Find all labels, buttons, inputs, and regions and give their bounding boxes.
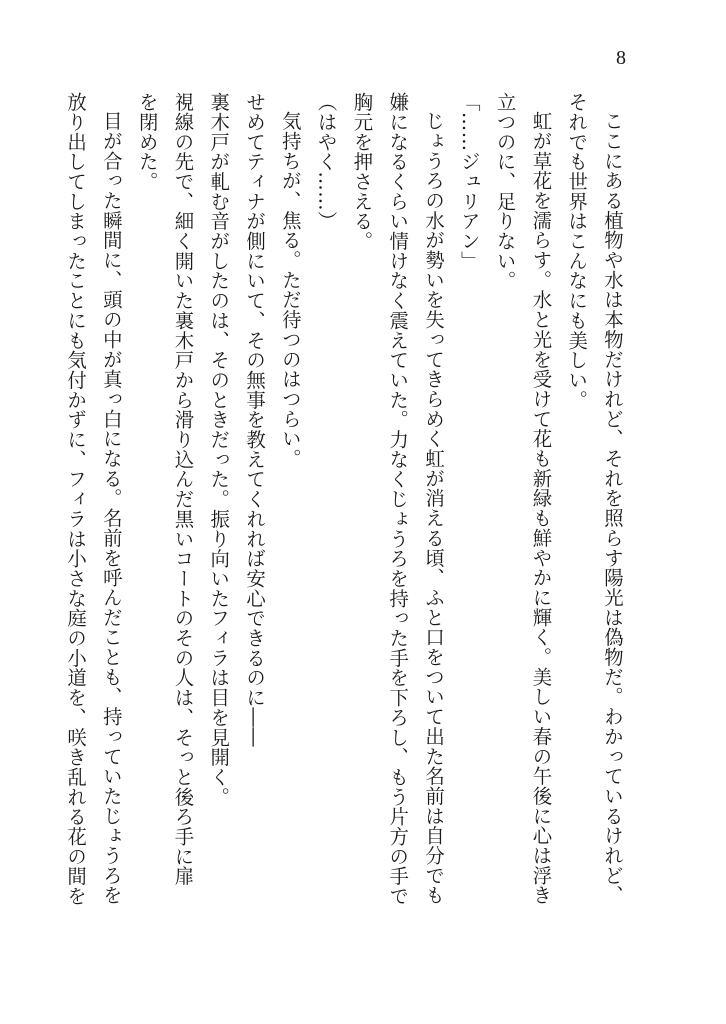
text-line: 嫌になるくらい情けなく震えていた。力なくじょうろを持った手を下ろし、もう片方の手で bbox=[386, 92, 410, 906]
text-line: 放り出してしまったことにも気付かずに、フィラは小さな庭の小道を、咲き乱れる花の間を bbox=[64, 92, 88, 906]
text-line: ここにある植物や水は本物だけれど、それを照らす陽光は偽物だ。わかっているけれど、 bbox=[601, 111, 624, 906]
text-line: 「……ジュリアン」 bbox=[457, 92, 481, 271]
text-line: せめてティナが側にいて、その無事を教えてくれれば安心できるのに―― bbox=[243, 92, 267, 748]
text-line: 虹が草花を濡らす。水と光を受けて花も新緑も鮮やかに輝く。美しい春の午後に心は浮き bbox=[529, 111, 553, 906]
page-number: 8 bbox=[616, 47, 626, 69]
text-line: 立つのに、足りない。 bbox=[493, 92, 517, 291]
text-line: それでも世界はこんなにも美しい。 bbox=[565, 92, 589, 410]
text-line: 裏木戸が軋む音がしたのは、そのときだった。振り向いたフィラは目を見開く。 bbox=[207, 92, 231, 807]
text-line: じょうろの水が勢いを失ってきらめく虹が消える頃、ふと口をついて出た名前は自分でも bbox=[422, 111, 446, 906]
text-line: 視線の先で、細く開いた裏木戸から滑り込んだ黒いコートのその人は、そっと後ろ手に扉 bbox=[171, 92, 195, 886]
text-line: 目が合った瞬間に、頭の中が真っ白になる。名前を呼んだことも、持っていたじょうろを bbox=[99, 111, 123, 906]
text-line: を閉めた。 bbox=[135, 92, 159, 192]
text-line: （はやく……） bbox=[314, 92, 338, 231]
body-text bbox=[57, 92, 630, 992]
text-line: 胸元を押さえる。 bbox=[350, 92, 374, 251]
text-line: 気持ちが、焦る。ただ待つのはつらい。 bbox=[278, 111, 302, 469]
